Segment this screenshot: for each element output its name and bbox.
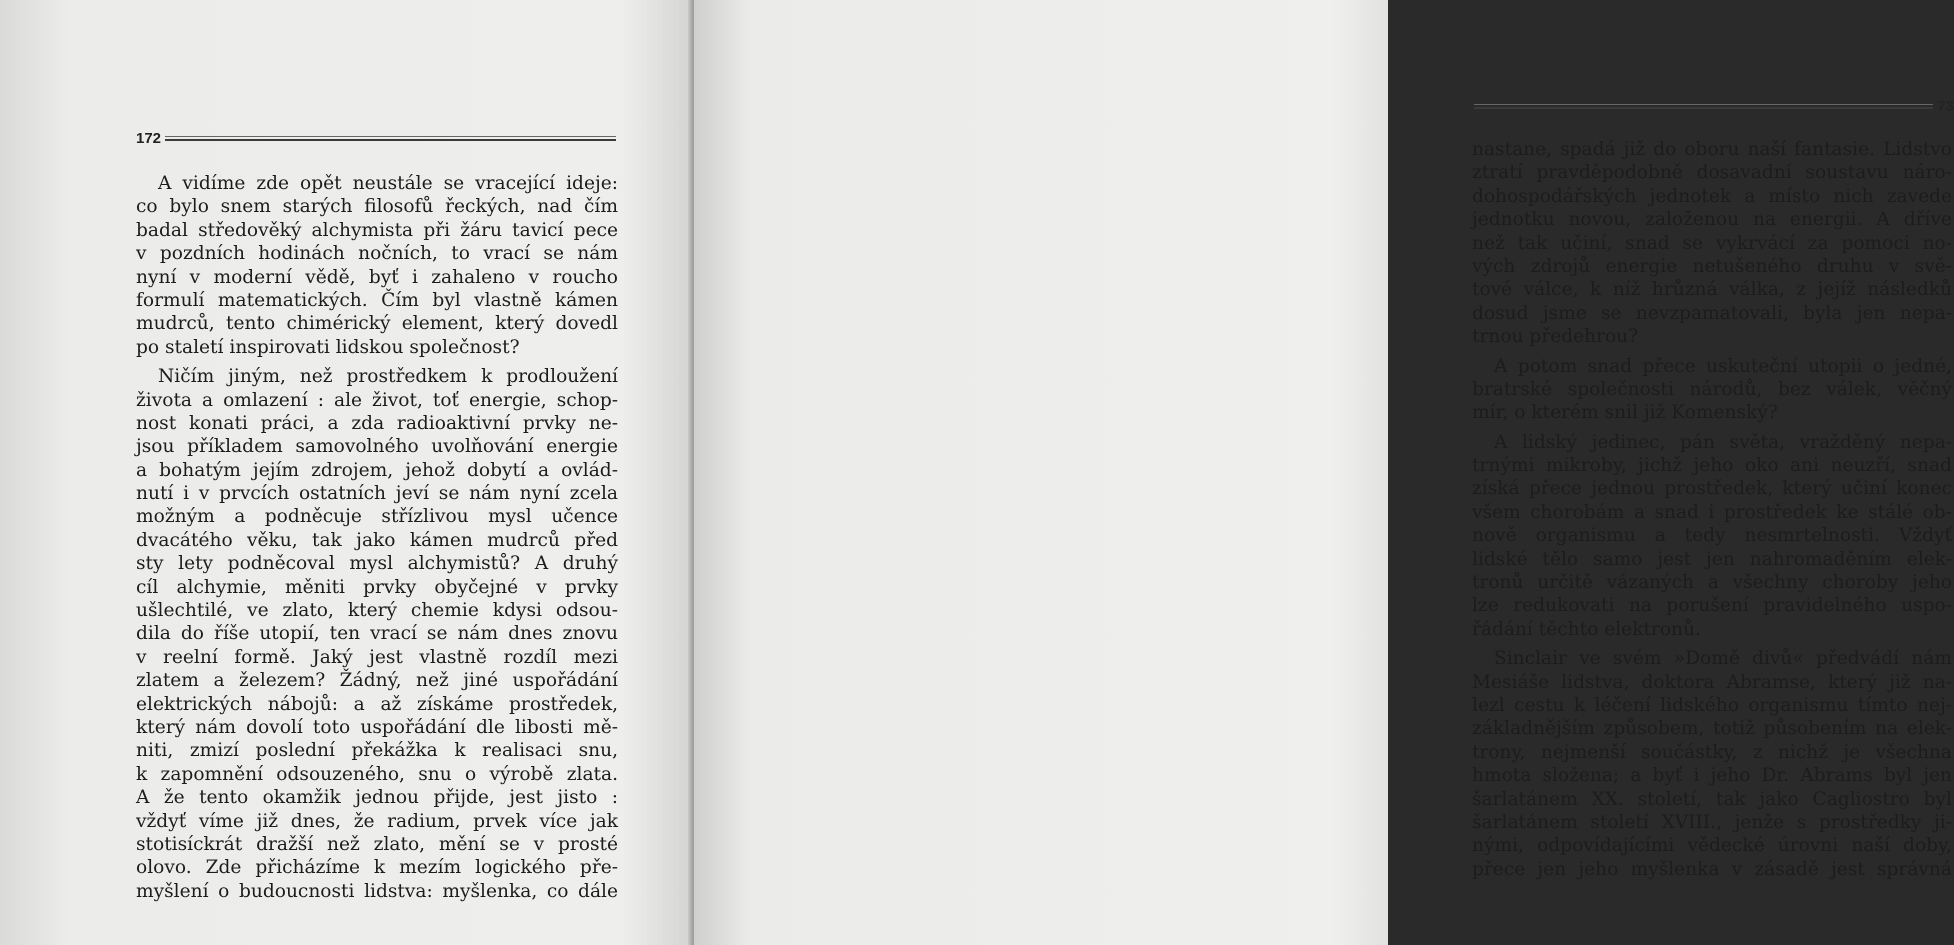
text-line: cíl alchymie, měniti prvky obyčejné v prvky (136, 576, 618, 598)
text-line: ušlechtilé, ve zlato, který chemie kdysi odsou- (136, 600, 618, 622)
text-line: nost konati práci, a zda radioaktivní prvky ne- (136, 412, 618, 434)
left-page-header (136, 130, 616, 147)
text-line: nutí i v prvcích ostatních jeví se nám nyní zcela (136, 483, 618, 505)
left-page (0, 0, 692, 945)
paragraph (1472, 431, 1952, 642)
text-line: základnějším způsobem, totiž působením na elek- (1472, 718, 1952, 740)
text-line: A potom snad přece uskuteční utopii o jedné, (1494, 355, 1952, 377)
text-line: vždyť víme již dnes, že radium, prvek více jak (136, 810, 618, 832)
text-line: k zapomnění odsouzeného, snu o výrobě zlata. (136, 763, 618, 785)
left-page-text (136, 172, 618, 903)
text-line: než tak učiní, snad se vykrvácí za pomoci no- (1472, 232, 1952, 254)
left-page-number: 172 (136, 130, 162, 147)
paragraph (136, 365, 618, 903)
text-line: v reelní formě. Jaký jest vlastně rozdíl mezi (136, 646, 618, 668)
paragraph (1472, 138, 1952, 349)
text-line: sty lety podněcoval mysl alchymistů? A druhý (136, 553, 618, 575)
text-line: přece jen jeho myšlenka v zásadě jest správná (1472, 858, 1952, 880)
right-page-text (1472, 138, 1952, 881)
text-line: niti, zmizí poslední překážka k realisaci snu, (136, 740, 618, 762)
text-line: trony, nejmenší součástky, z nichž je všechna (1472, 741, 1952, 763)
text-line: všem chorobám a snad i prostředek ke stálé ob- (1472, 501, 1952, 523)
text-line: nými, odpovídajícími vědecké úrovni naší doby, (1472, 835, 1952, 857)
text-line: nově organismu a tedy nesmrtelnosti. Vždyť (1472, 525, 1952, 547)
text-line: života a omlazení : ale život, toť energie, schop- (136, 389, 618, 411)
text-line: po staletí inspirovati lidskou společnost? (136, 336, 520, 358)
paragraph (1472, 647, 1952, 881)
text-line: mudrců, tento chimérický element, který dovedl (136, 313, 618, 335)
text-line: dosud jsme se nevzpamatovali, byla jen nepa- (1472, 302, 1952, 324)
right-header-rule (1474, 104, 1933, 109)
paragraph (136, 172, 618, 359)
text-line: v pozdních hodinách nočních, to vrací se nám (136, 243, 618, 265)
text-line: bratrské společnosti národů, bez válek, věčný (1472, 378, 1952, 400)
text-line: elektrických nábojů: a až získáme prostředek, (136, 693, 618, 715)
text-line: nyní v moderní vědě, byť i zahaleno v roucho (136, 266, 618, 288)
paragraph (1472, 355, 1952, 425)
text-line: nastane, spadá již do oboru naší fantasie. Lidstvo (1472, 139, 1952, 160)
text-line: A vidíme zde opět neustále se vracející ideje: (158, 173, 618, 194)
text-line: myšlení o budoucnosti lidstva: myšlenka, co dále (136, 880, 618, 902)
text-line: šarlatánem XX. století, tak jako Cagliostro byl (1472, 788, 1952, 810)
text-line: dohospodářských jednotek a místo nich zavede (1472, 185, 1952, 207)
text-line: vých zdrojů energie netušeného druhu v svě- (1472, 255, 1952, 277)
text-line: Ničím jiným, než prostředkem k prodloužení (158, 366, 618, 388)
text-line: trnou předehrou? (1472, 326, 1639, 348)
right-page (694, 0, 1954, 945)
text-line: Mesiáše lidstva, doktora Abramse, který již na- (1472, 671, 1952, 693)
text-line: stotisíckrát dražší než zlato, mění se v prosté (136, 833, 618, 855)
text-line: badal středověký alchymista při žáru tavicí pece (136, 219, 618, 241)
text-line: jednotku novou, založenou na energii. A dříve (1472, 209, 1952, 231)
text-line: ztratí pravděpodobně dosavadní soustavu náro- (1472, 162, 1952, 184)
text-line: lidské tělo samo jest jen nahromaděním elek- (1472, 548, 1952, 570)
text-line: zlatem a železem? Žádný, než jiné uspořádání (136, 670, 618, 692)
text-line: možným a podněcuje střízlivou mysl učence (136, 506, 618, 528)
text-line: získá přece jednou prostředek, který učiní konec (1472, 478, 1952, 500)
right-page-number: 73 (1937, 98, 1954, 115)
text-line: řádání těchto elektronů. (1472, 618, 1701, 640)
text-line: který nám dovolí toto uspořádání dle libosti mě- (136, 716, 618, 738)
text-line: hmota složena; a byť i jeho Dr. Abrams byl jen (1472, 765, 1952, 787)
text-line: lezl cestu k léčení lidského organismu tímto nej- (1472, 694, 1952, 716)
text-line: lze redukovati na porušení pravidelného uspo- (1472, 595, 1952, 617)
text-line: tové válce, k níž hrůzná válka, z jejíž následků (1472, 279, 1952, 301)
text-line: mír, o kterém snil již Komenský? (1472, 402, 1778, 424)
text-line: formulí matematických. Čím byl vlastně kámen (136, 289, 618, 311)
text-line: dila do říše utopií, ten vrací se nám dnes znovu (136, 623, 618, 645)
text-line: olovo. Zde přicházíme k mezím logického pře- (136, 857, 618, 879)
text-line: tronů určitě vázaných a všechny choroby jeho (1472, 572, 1952, 594)
right-page-header (1474, 98, 1954, 115)
text-line: A že tento okamžik jednou přijde, jest jisto : (136, 787, 618, 809)
text-line: a bohatým jejím zdrojem, jehož dobytí a ovlád- (136, 459, 618, 481)
text-line: dvacátého věku, tak jako kámen mudrců před (136, 529, 618, 551)
text-line: jsou příkladem samovolného uvolňování energie (136, 436, 618, 458)
text-line: šarlatánem století XVIII., jenže s prostředky ji- (1472, 811, 1952, 833)
text-line: Sinclair ve svém »Domě divů« předvádí nám (1494, 648, 1952, 670)
text-line: trnými mikroby, jichž jeho oko ani neuzří, snad (1472, 455, 1952, 477)
text-line: co bylo snem starých filosofů řeckých, nad čím (136, 196, 618, 218)
left-header-rule (165, 136, 616, 141)
text-line: A lidský jedinec, pán světa, vražděný nepa- (1494, 431, 1952, 453)
